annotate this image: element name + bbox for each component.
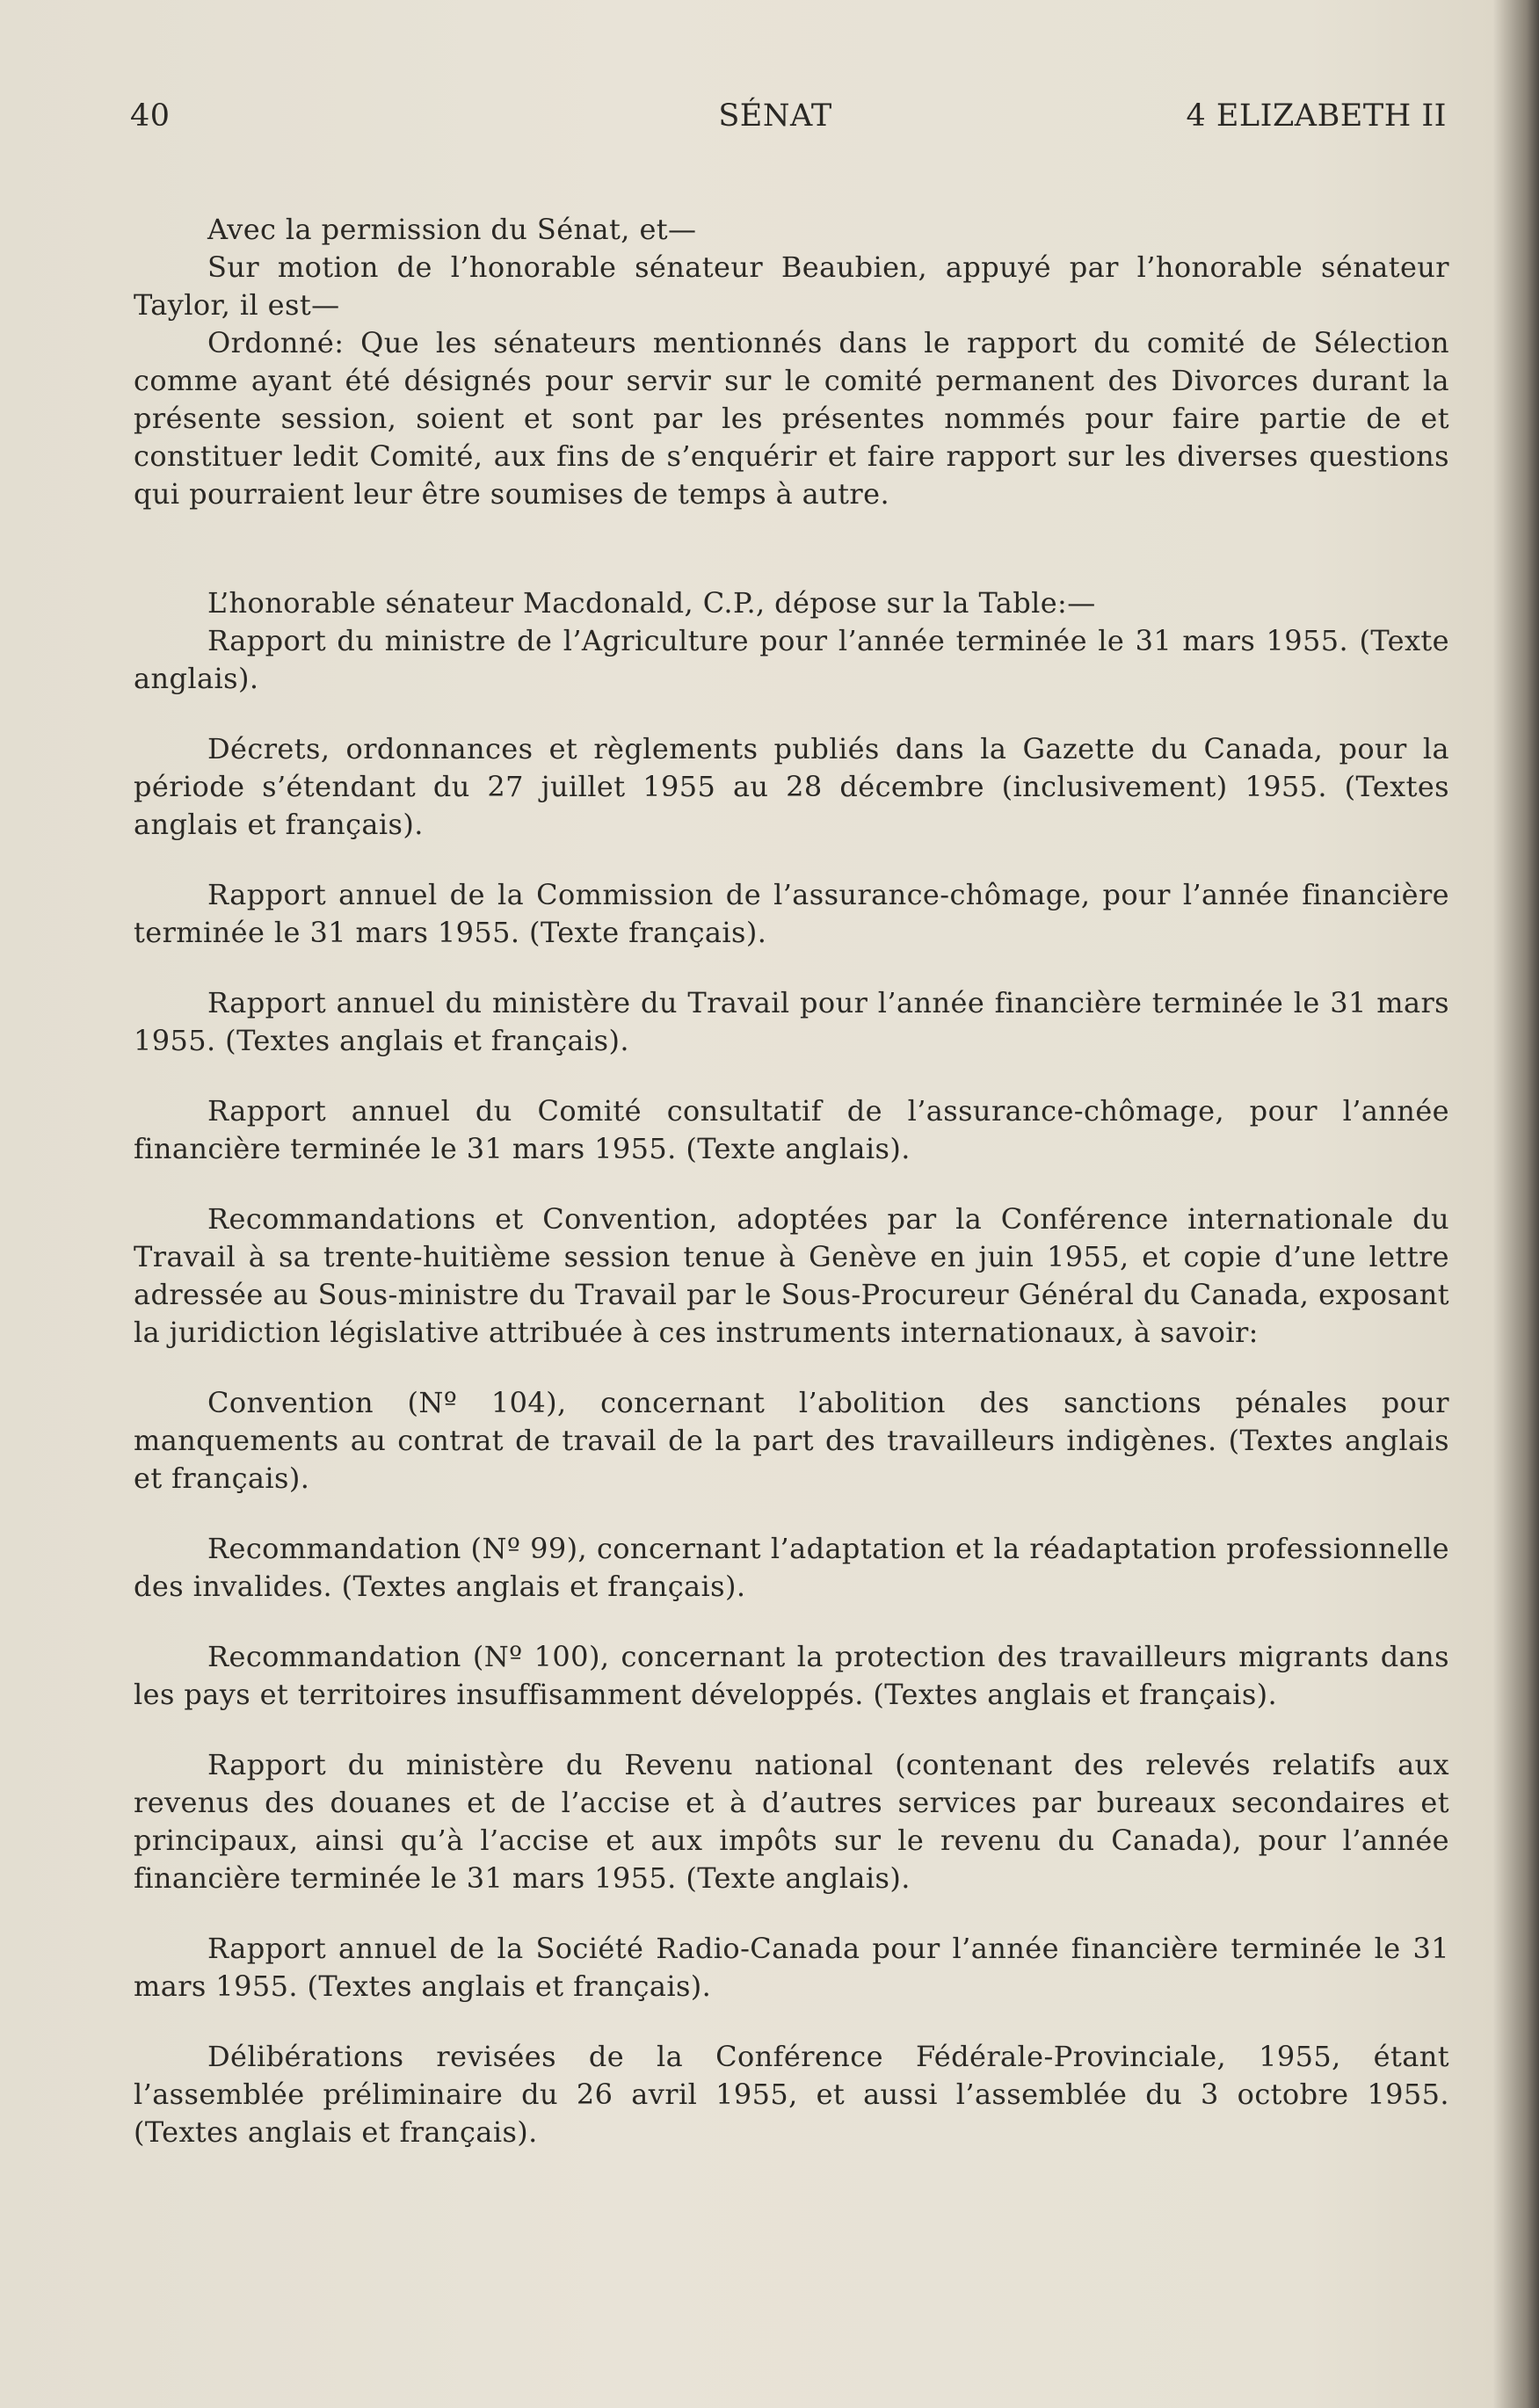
paragraph: Rapport annuel de la Société Radio-Canada pour l’année financière terminée le 31 mars 1955. (Textes anglais et français).: [134, 1932, 1449, 2003]
paragraph: Sur motion de l’honorable sénateur Beaubien, appuyé par l’honorable sénateur Taylor, il est—: [134, 250, 1449, 322]
page-header: [130, 98, 1447, 142]
paragraph: Rapport annuel de la Commission de l’assurance-chômage, pour l’année financière terminée le 31 mars 1955. (Texte français).: [134, 878, 1449, 949]
paragraph: Rapport annuel du ministère du Travail pour l’année financière terminée le 31 mars 1955. (Textes anglais et français).: [134, 986, 1449, 1057]
running-title: SÉNAT: [718, 98, 832, 134]
paragraph: Recommandation (Nº 99), concernant l’adaptation et la réadaptation professionnelle des invalides. (Textes anglais et français).: [134, 1532, 1449, 1603]
paragraph: Avec la permission du Sénat, et—: [207, 213, 697, 246]
paragraph: L’honorable sénateur Macdonald, C.P., dépose sur la Table:—: [207, 586, 1096, 620]
paragraph: Ordonné: Que les sénateurs mentionnés dans le rapport du comité de Sélection comme ayant été désignés pour servir sur le comité permanent des Divorces durant la présente session, soient et sont par les présentes nommés pour faire partie de et constituer ledit Comité, aux fins de s’enquérir et faire rapport sur les diverses questions qui pourraient leur être soumises de temps à autre.: [134, 326, 1449, 511]
page-body: [134, 211, 1449, 2151]
page-number: 40: [130, 98, 171, 134]
paragraph: Décrets, ordonnances et règlements publiés dans la Gazette du Canada, pour la période s’étendant du 27 juillet 1955 au 28 décembre (inclusivement) 1955. (Textes anglais et français).: [134, 732, 1449, 841]
paragraph: Rapport du ministère du Revenu national (contenant des relevés relatifs aux revenus des douanes et de l’accise et à d’autres services par bureaux secondaires et principaux, ainsi qu’à l’accise et aux impôts sur le revenu du Canada), pour l’année financière terminée le 31 mars 1955. (Texte anglais).: [134, 1748, 1449, 1895]
paragraph: Rapport du ministre de l’Agriculture pour l’année terminée le 31 mars 1955. (Texte anglais).: [134, 624, 1449, 695]
paragraph: Recommandations et Convention, adoptées par la Conférence internationale du Travail à sa trente-huitième session tenue à Genève en juin 1955, et copie d’une lettre adressée au Sous-ministre du Travail par le Sous-Procureur Général du Canada, exposant la juridiction législative attribuée à ces instruments internationaux, à savoir:: [134, 1202, 1449, 1349]
paragraph: Recommandation (Nº 100), concernant la protection des travailleurs migrants dans les pays et territoires insuffisamment développés. (Textes anglais et français).: [134, 1640, 1449, 1711]
paragraph: Rapport annuel du Comité consultatif de l’assurance-chômage, pour l’année financière terminée le 31 mars 1955. (Texte anglais).: [134, 1094, 1449, 1165]
reign-label: 4 ELIZABETH II: [1186, 98, 1447, 134]
paragraph: Délibérations revisées de la Conférence Fédérale-Provinciale, 1955, étant l’assemblée préliminaire du 26 avril 1955, et aussi l’assemblée du 3 octobre 1955. (Textes anglais et français).: [134, 2040, 1449, 2149]
paragraph: Convention (Nº 104), concernant l’abolition des sanctions pénales pour manquements au contrat de travail de la part des travailleurs indigènes. (Textes anglais et français).: [134, 1386, 1449, 1495]
